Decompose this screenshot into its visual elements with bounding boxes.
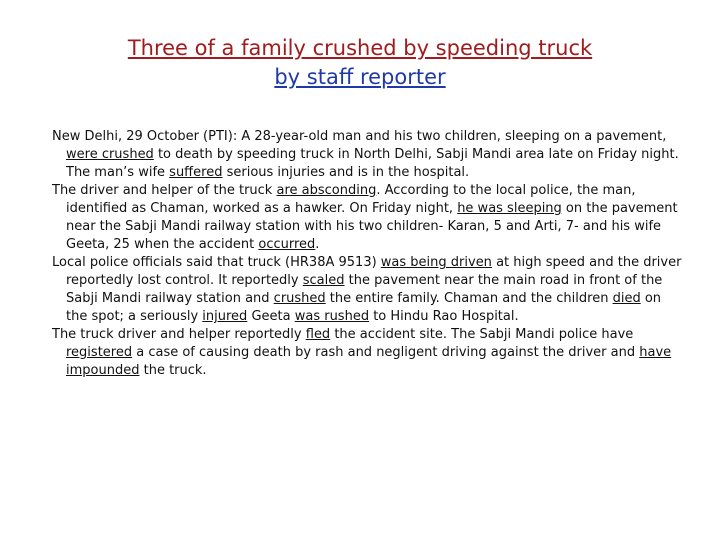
text-segment: The driver and helper of the truck	[52, 183, 277, 198]
text-segment: Local police officials said that truck (HR38A 9513)	[52, 255, 381, 270]
paragraph	[52, 254, 682, 326]
underlined-phrase: have impounded	[66, 345, 672, 378]
underlined-phrase: suffered	[169, 165, 223, 180]
underlined-phrase: was being driven	[380, 255, 492, 270]
paragraph	[52, 326, 682, 380]
text-segment: at high speed and the driver reportedly lost control. It reportedly	[66, 255, 682, 288]
text-segment: to death by speeding truck in North Delhi, Sabji Mandi area late on Friday night. The man’s wife	[66, 147, 679, 180]
text-segment: Geeta	[247, 309, 295, 324]
article-byline: by staff reporter	[274, 65, 446, 89]
underlined-phrase: were crushed	[66, 147, 154, 162]
underlined-phrase: scaled	[302, 273, 345, 288]
header	[0, 34, 720, 92]
text-segment: The truck driver and helper reportedly	[52, 327, 306, 342]
text-segment: the entire family. Chaman and the children	[325, 291, 613, 306]
text-segment: the pavement near the main road in front of the Sabji Mandi railway station and	[66, 273, 663, 306]
underlined-phrase: registered	[66, 345, 133, 360]
underlined-phrase: he was sleeping	[457, 201, 562, 216]
paragraph	[52, 128, 682, 182]
text-segment: a case of causing death by rash and negligent driving against the driver and	[132, 345, 640, 360]
underlined-phrase: occurred	[258, 237, 316, 252]
text-segment: . According to the local police, the man, identified as Chaman, worked as a hawker. On Friday night,	[66, 183, 636, 216]
underlined-phrase: injured	[202, 309, 248, 324]
text-segment: .	[315, 237, 320, 252]
paragraph	[52, 182, 682, 254]
underlined-phrase: died	[612, 291, 641, 306]
text-segment: on the pavement near the Sabji Mandi railway station with his two children- Karan, 5 and Arti, 7- and his wife Geeta, 25 when the accident	[66, 201, 678, 252]
text-segment: serious injuries and is in the hospital.	[222, 165, 470, 180]
text-segment: to Hindu Rao Hospital.	[369, 309, 519, 324]
underlined-phrase: crushed	[273, 291, 326, 306]
text-segment: the truck.	[139, 363, 207, 378]
text-segment: on the spot; a seriously	[66, 291, 662, 324]
article-body	[52, 128, 682, 380]
underlined-phrase: was rushed	[294, 309, 370, 324]
text-segment: the accident site. The Sabji Mandi police have	[330, 327, 634, 342]
underlined-phrase: fled	[305, 327, 331, 342]
article-title: Three of a family crushed by speeding truck	[127, 36, 593, 60]
text-segment: New Delhi, 29 October (PTI): A 28-year-old man and his two children, sleeping on a pavement,	[52, 129, 667, 144]
underlined-phrase: are absconding	[276, 183, 377, 198]
